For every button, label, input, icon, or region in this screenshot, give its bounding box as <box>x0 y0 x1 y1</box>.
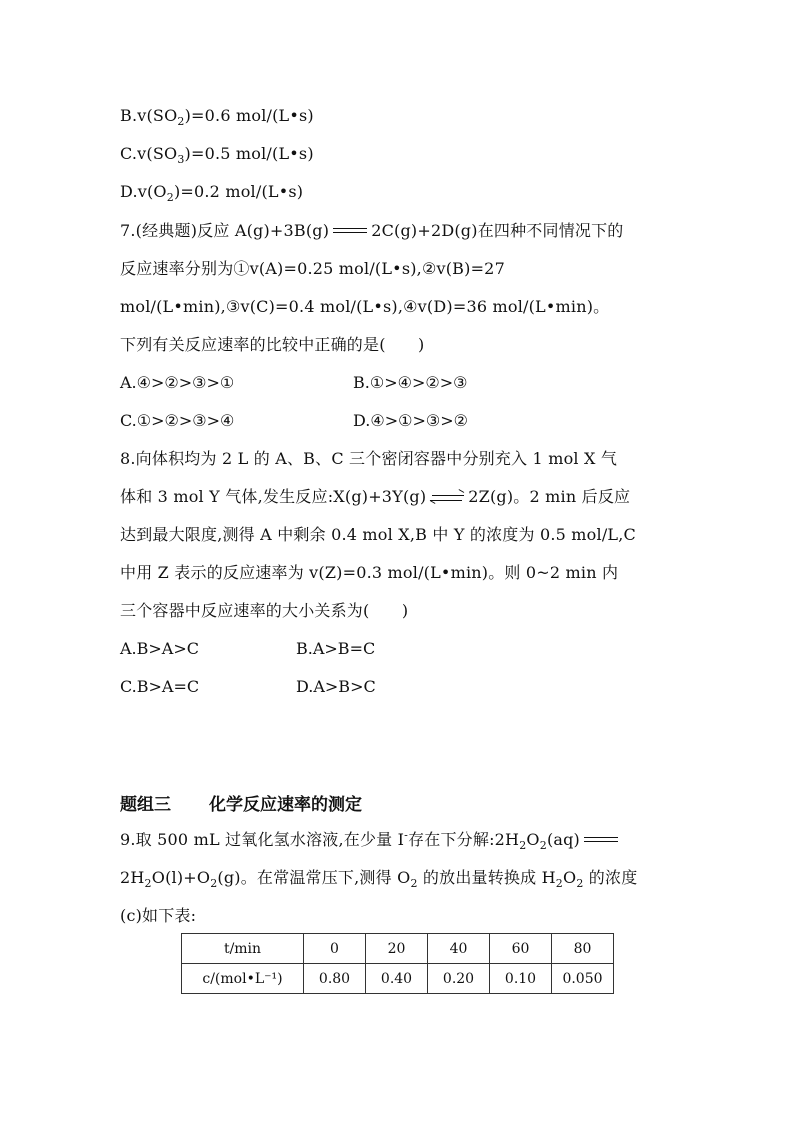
q7-option-b: B.①>④>②>③ <box>353 373 468 392</box>
q8-option-b: B.A>B=C <box>296 639 376 658</box>
q7-line-3: mol/(L•min),③v(C)=0.4 mol/(L•s),④v(D)=36 mol/(L•min)。 <box>120 297 610 316</box>
concentration-table <box>181 933 614 994</box>
table-row <box>182 964 614 994</box>
table-header-cell: t/min <box>182 934 304 964</box>
table-cell: 20 <box>366 934 428 964</box>
table-header-cell: c/(mol•L⁻¹) <box>182 964 304 994</box>
table-cell: 0.80 <box>304 964 366 994</box>
q8-line-3: 达到最大限度,测得 A 中剩余 0.4 mol X,B 中 Y 的浓度为 0.5 mol/L,C <box>120 525 636 544</box>
q6-option-c: $C.v(SO_3)=0.5$ mol/(L•s) <box>120 144 314 167</box>
q7-option-d: D.④>①>③>② <box>353 411 468 430</box>
q9-line-3: (c)如下表: <box>120 906 197 925</box>
q9-line-2: $2H_2O(l)+O_2(g)$。在常温常压下,测得 $O_2$ 的放出量转换成 $H_2O_2$ 的浓度 <box>120 868 638 891</box>
q9-line-1: 9.取 500 mL 过氧化氢水溶液,在少量 I-存在下分解$:2H_2O_2(aq)$ <box>120 830 622 850</box>
q8-line-4: 中用 Z 表示的反应速率为 v(Z)=0.3 mol/(L•min)。则 0~2 min 内 <box>120 563 619 582</box>
table-cell: 0.20 <box>428 964 490 994</box>
q7-line-1: 7.(经典题)反应 A(g)+3B(g) 2C(g)+2D(g)在四种不同情况下的 <box>120 221 624 240</box>
q8-option-a: A.B>A>C <box>120 639 200 658</box>
reversible-arrow-icon <box>430 493 464 503</box>
section-group: 题组三 <box>120 795 171 815</box>
q8-line-5: 三个容器中反应速率的大小关系为( ) <box>120 601 409 620</box>
table-cell: 0.40 <box>366 964 428 994</box>
q7-option-a: A.④>②>③>① <box>120 373 235 392</box>
section-heading <box>120 790 362 815</box>
equals-sign-icon <box>584 837 618 845</box>
section-title: 化学反应速率的测定 <box>209 795 362 815</box>
q7-option-c: C.①>②>③>④ <box>120 411 235 430</box>
q8-line-2: 体和 3 mol Y 气体,发生反应:X(g)+3Y(g) 2Z(g)。2 min 后反应 <box>120 487 631 506</box>
q8-option-d: D.A>B>C <box>296 677 376 696</box>
q6-option-d: $D.v(O_2)=0.2$ mol/(L•s) <box>120 182 304 205</box>
table-cell: 0.10 <box>490 964 552 994</box>
table-cell: 0.050 <box>552 964 614 994</box>
q7-line-2: 反应速率分别为①v(A)=0.25 mol/(L•s),②v(B)=27 <box>120 259 505 278</box>
q8-option-c: C.B>A=C <box>120 677 200 696</box>
q6-option-b: $B.v(SO_2)=0.6$ mol/(L•s) <box>120 106 314 129</box>
q8-line-1: 8.向体积均为 2 L 的 A、B、C 三个密闭容器中分别充入 1 mol X 气 <box>120 449 618 468</box>
q7-line-4: 下列有关反应速率的比较中正确的是( ) <box>120 335 425 354</box>
table-cell: 40 <box>428 934 490 964</box>
table-cell: 60 <box>490 934 552 964</box>
equals-sign-icon <box>333 228 367 236</box>
table-row <box>182 934 614 964</box>
table-cell: 80 <box>552 934 614 964</box>
table-cell: 0 <box>304 934 366 964</box>
